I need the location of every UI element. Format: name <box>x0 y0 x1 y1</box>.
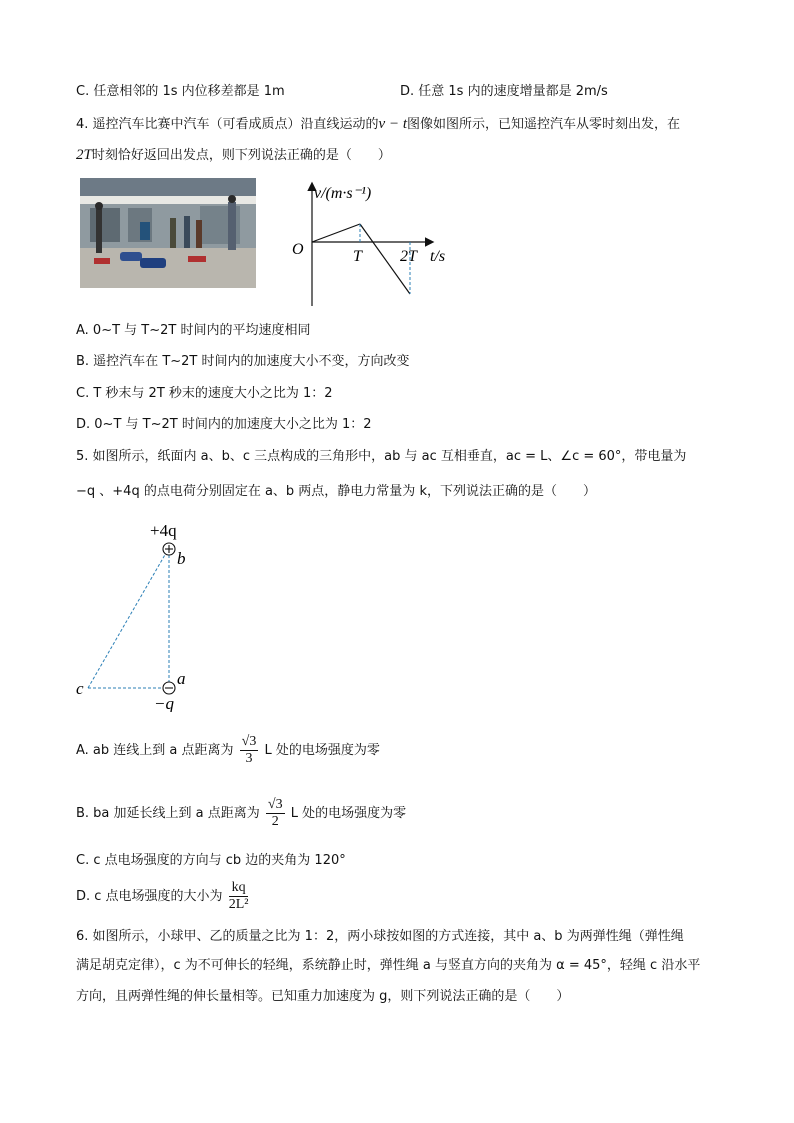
vt-graph <box>290 176 450 310</box>
q5-option-a: A. ab 连线上到 a 点距离为 $\frac{√3}{3}$ L 处的电场强度为零 <box>76 734 380 766</box>
charge-triangle-figure <box>74 516 204 712</box>
q5-stem-line1: 5. 如图所示，纸面内 a、b、c 三点构成的三角形中，ab 与 ac 互相垂直，ac = L、∠c = 60°，带电量为 <box>76 449 687 464</box>
rc-car-race-photo <box>80 178 256 288</box>
t-label: T <box>353 248 362 265</box>
side-bc <box>88 553 166 688</box>
top-charge-label: +4q <box>150 521 177 540</box>
q4-stem-line1: 4. 遥控汽车比赛中汽车（可看成质点）沿直线运动的v − t图像如图所示，已知遥控汽车从零时刻出发，在 <box>76 116 681 132</box>
q6-stem-line2: 满足胡克定律），c 为不可伸长的轻绳，系统静止时，弹性绳 a 与竖直方向的夹角为 α = 45°，轻绳 c 沿水平 <box>76 958 701 973</box>
q3-option-d: D. 任意 1s 内的速度增量都是 2m/s <box>400 84 608 99</box>
origin-label: O <box>292 241 304 258</box>
fraction-kq-over-2l2: $\frac{kq}{\text{2L²}}$ <box>228 880 249 912</box>
q6-stem-line3: 方向，且两弹性绳的伸长量相等。已知重力加速度为 g，则下列说法正确的是（ ） <box>76 989 570 1004</box>
v-axis-label: v/(m·s⁻¹) <box>314 185 372 202</box>
segment-0-t <box>312 224 360 242</box>
fraction-sqrt3-over-2: $\frac{√3}{2}$ <box>267 797 283 829</box>
q3-option-c: C. 任意相邻的 1s 内位移差都是 1m <box>76 84 285 99</box>
fraction-sqrt3-over-3: $\frac{√3}{3}$ <box>241 734 257 766</box>
q5-option-d: D. c 点电场强度的大小为 $\frac{kq}{\text{2L²}}$ <box>76 880 249 912</box>
vt-symbol: v − t <box>378 116 407 132</box>
point-b-label: b <box>177 549 186 568</box>
photo-illustration <box>80 178 256 288</box>
q4-option-b: B. 遥控汽车在 T~2T 时间内的加速度大小不变，方向改变 <box>76 354 410 369</box>
q4-option-d: D. 0~T 与 T~2T 时间内的加速度大小之比为 1：2 <box>76 417 372 432</box>
t-axis-label: t/s <box>430 248 446 265</box>
q5-option-c: C. c 点电场强度的方向与 cb 边的夹角为 120° <box>76 853 346 868</box>
bottom-charge-label: −q <box>154 694 174 712</box>
q4-stem-line2: 2T时刻恰好返回出发点，则下列说法正确的是（ ） <box>76 147 391 163</box>
q4-option-a: A. 0~T 与 T~2T 时间内的平均速度相同 <box>76 323 311 338</box>
q5-option-b: B. ba 加延长线上到 a 点距离为 $\frac{√3}{2}$ L 处的电场强度为零 <box>76 797 407 829</box>
q4-option-c: C. T 秒末与 2T 秒末的速度大小之比为 1：2 <box>76 386 333 401</box>
point-c-label: c <box>76 679 84 698</box>
point-a-label: a <box>177 669 186 688</box>
q5-stem-line2: −q 、+4q 的点电荷分别固定在 a、b 两点，静电力常量为 k，下列说法正确的是（ ） <box>76 484 596 499</box>
q6-stem-line1: 6. 如图所示，小球甲、乙的质量之比为 1：2，两小球按如图的方式连接，其中 a、b 为两弹性绳（弹性绳 <box>76 929 684 944</box>
2t-label: 2T <box>400 248 417 265</box>
